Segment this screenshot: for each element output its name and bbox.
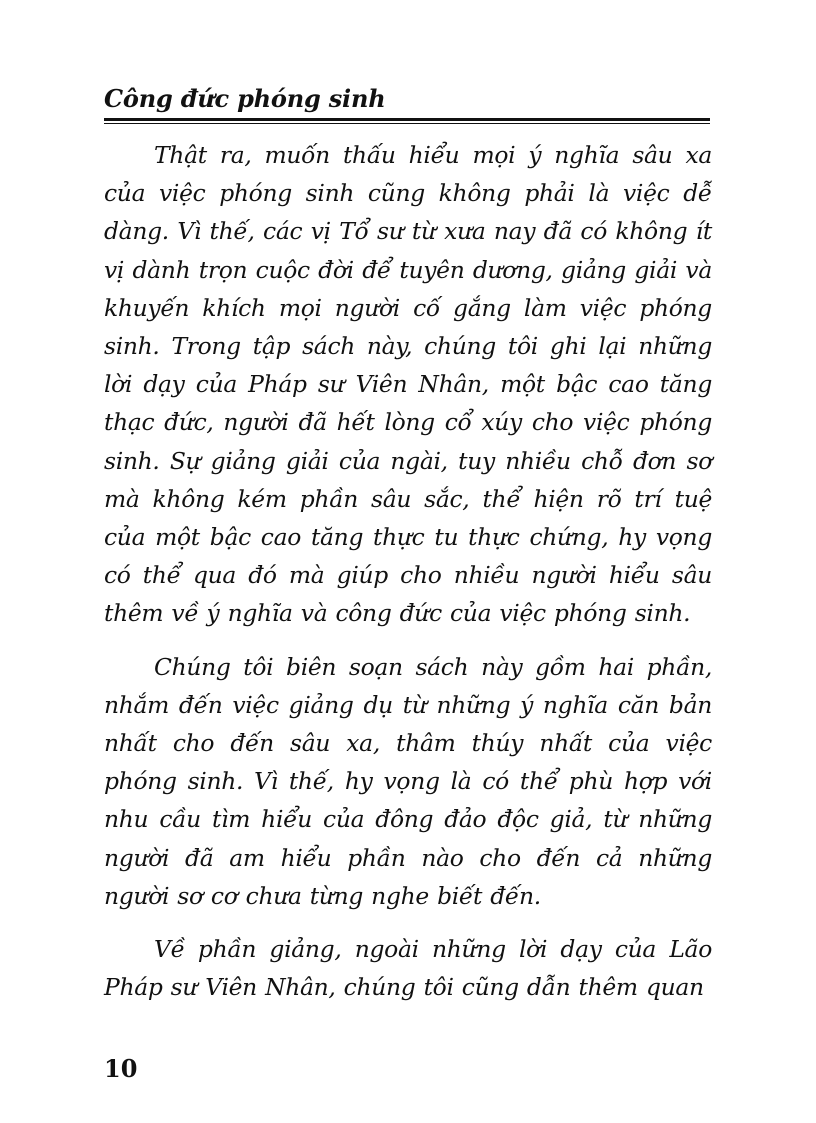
body-text [104,136,712,1006]
paragraph-2: Chúng tôi biên soạn sách này gồm hai phần, nhắm đến việc giảng dụ từ những ý nghĩa căn bản nhất cho đến sâu xa, thâm thúy nhất của việc phóng sinh. Vì thế, hy vọng là có thể phù hợp với nhu cầu tìm hiểu của đông đảo độc giả, từ những người đã am hiểu phần nào cho đến cả những người sơ cơ chưa từng nghe biết đến. [104,652,712,910]
header-rule-thin [104,123,710,124]
running-header-title: Công đức phóng sinh [104,84,386,113]
paragraph-1: Thật ra, muốn thấu hiểu mọi ý nghĩa sâu xa của việc phóng sinh cũng không phải là việc dễ dàng. Vì thế, các vị Tổ sư từ xưa nay đã có không ít vị dành trọn cuộc đời để tuyên dương, giảng giải và khuyến khích mọi người cố gắng làm việc phóng sinh. Trong tập sách này, chúng tôi ghi lại những lời dạy của Pháp sư Viên Nhân, một bậc cao tăng thạc đức, người đã hết lòng cổ xúy cho việc phóng sinh. Sự giảng giải của ngài, tuy nhiều chỗ đơn sơ mà không kém phần sâu sắc, thể hiện rõ trí tuệ của một bậc cao tăng thực tu thực chứng, hy vọng có thể qua đó mà giúp cho nhiều người hiểu sâu thêm về ý nghĩa và công đức của việc phóng sinh. [104,141,712,628]
page-number: 10 [104,1054,138,1083]
paragraph-3: Về phần giảng, ngoài những lời dạy của Lão Pháp sư Viên Nhân, chúng tôi cũng dẫn thêm quan [104,935,712,1002]
running-header [104,84,710,124]
header-rule-thick [104,118,710,121]
